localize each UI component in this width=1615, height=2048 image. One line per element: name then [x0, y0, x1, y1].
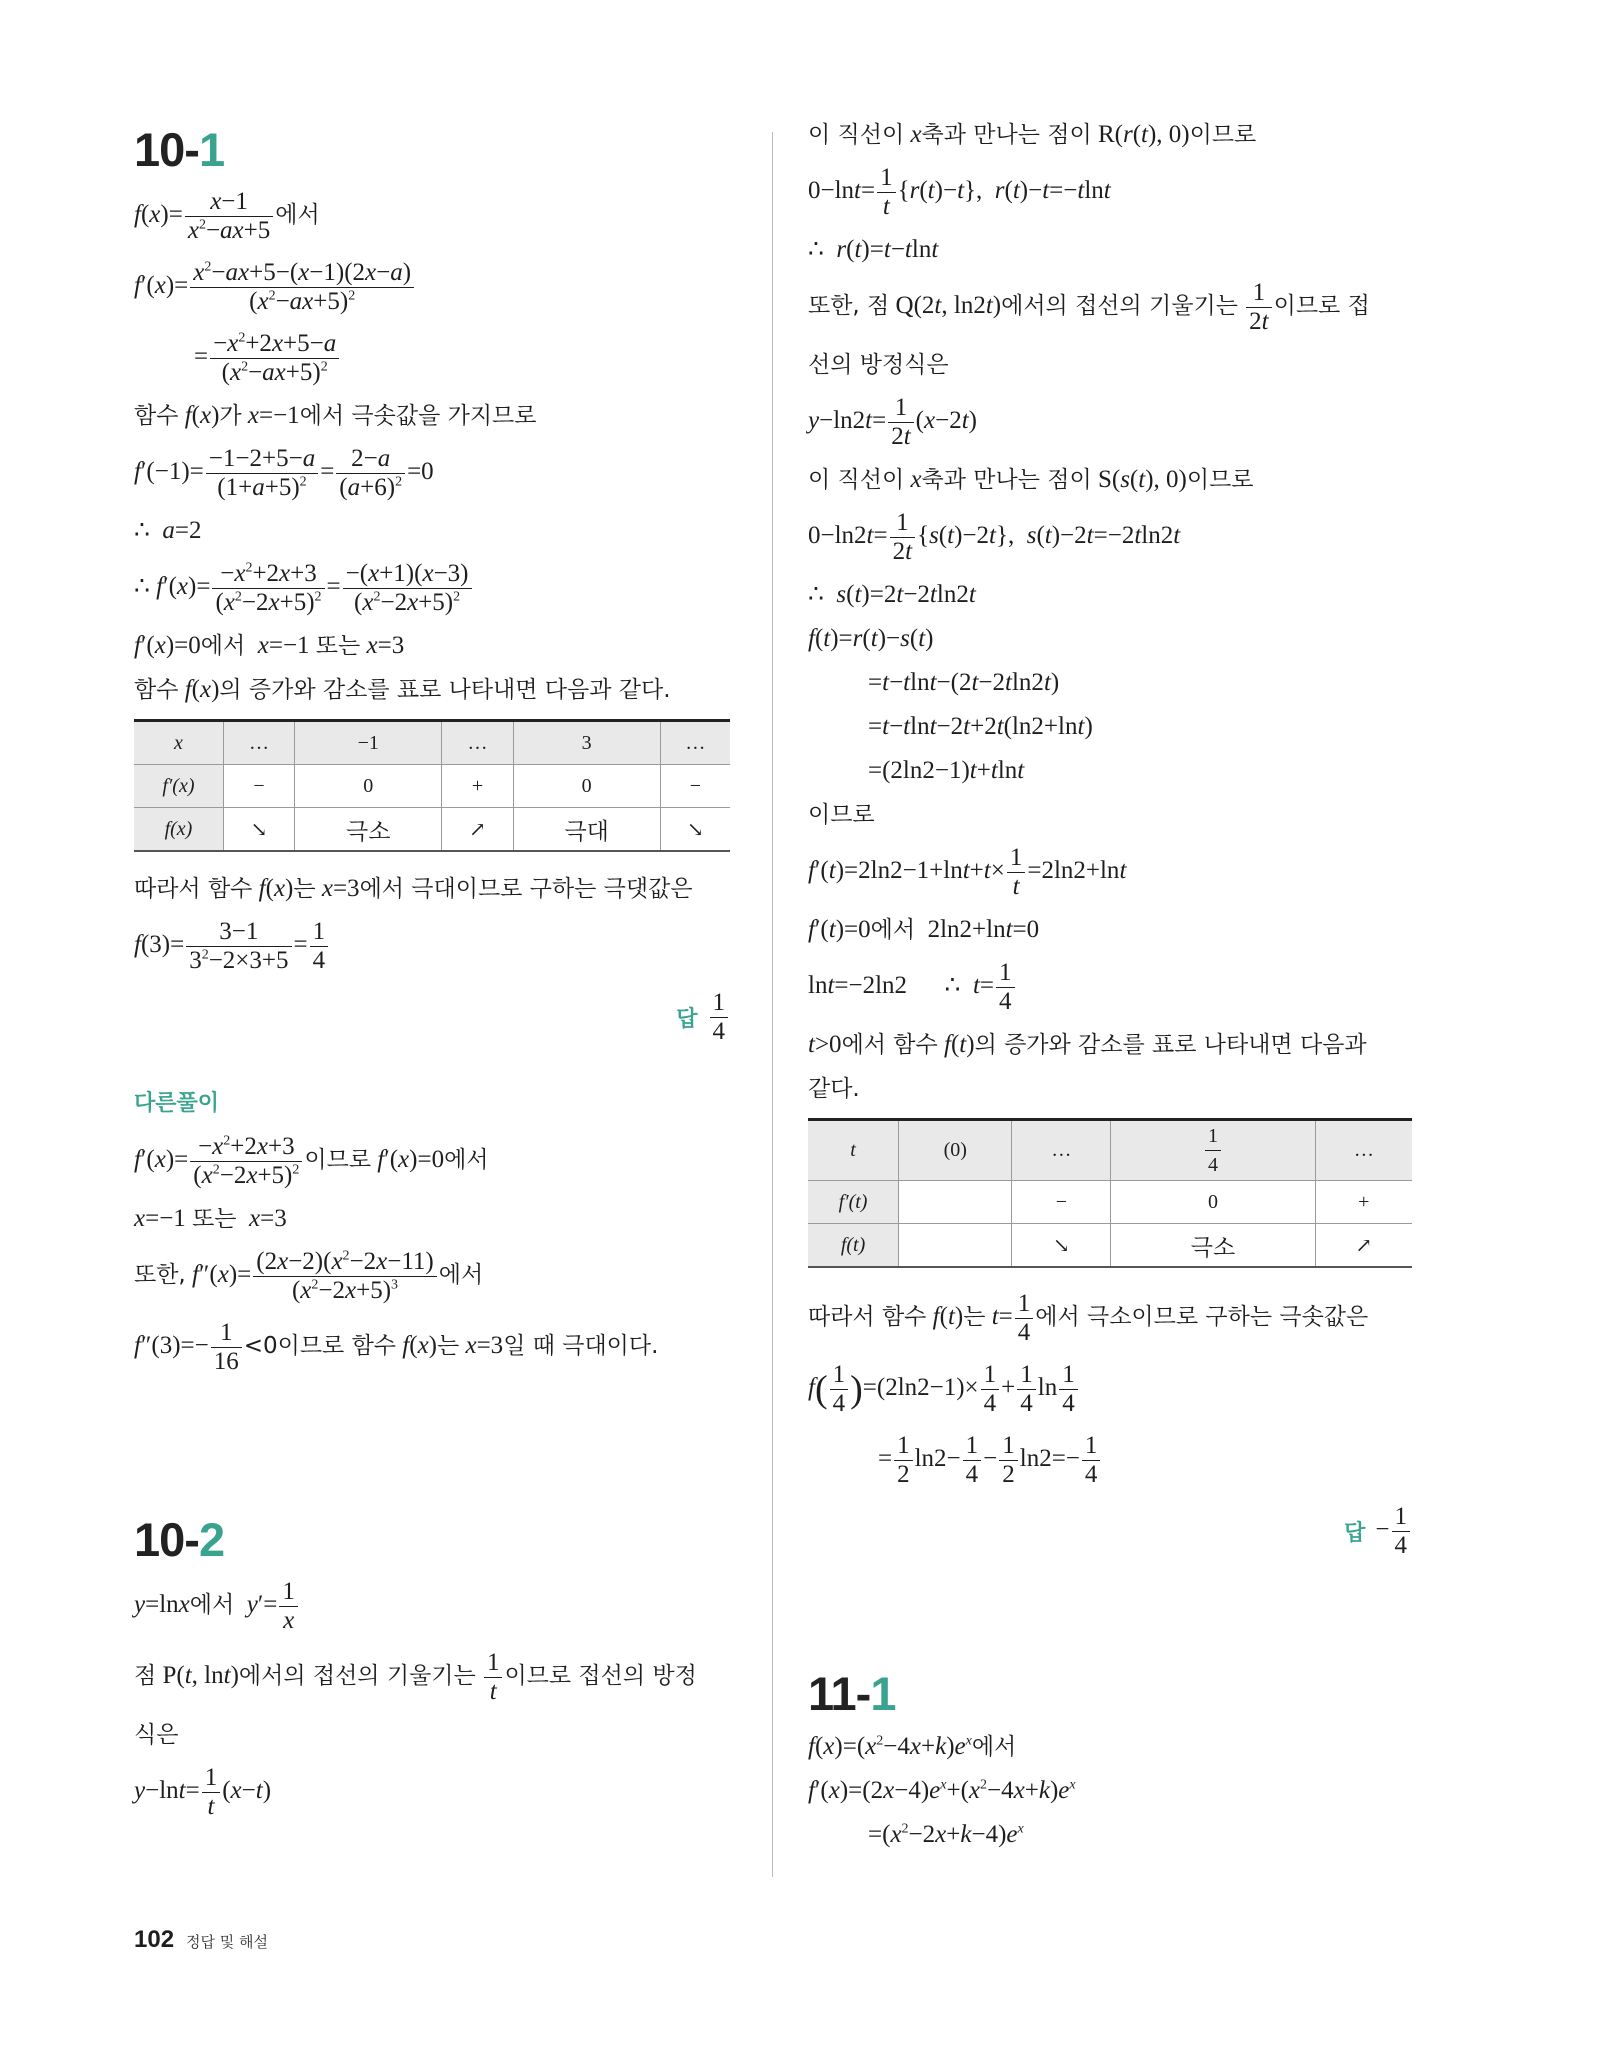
section-title-10-2 [134, 1510, 730, 1570]
equation-11-1-derivative-simplified: $=(x^2-2x+k-4)e^x$ [868, 1821, 1024, 1848]
equation-s-result: ∴ s(t)=2t−2tln2t [808, 581, 976, 608]
answer-label: 답 [1344, 1521, 1366, 1546]
alt-critical-points: x=−1 또는 x=3 [134, 1205, 287, 1232]
text-table-intro-2: t>0에서 함수 f(t)의 증가와 감소를 표로 나타내면 다음과 [808, 1031, 1367, 1058]
equation-ln-derivative: y=lnx에서 y′= $\frac{1}{x}$ [134, 1578, 730, 1635]
alt-second-derivative: 또한, f″(x)= $\frac{(2x-2)(x^2-2x-11)}{(x^2-2x+5)^3}$ 에서 [134, 1248, 484, 1304]
section-number: 10- [134, 123, 199, 176]
equation-max-value: f(3)= $\frac{3-1}{3^2-2\times 3+5}$ = $\frac{1}{4}$ [134, 918, 730, 975]
table-cell: f(t) [808, 1224, 899, 1268]
table-cell: 0 [513, 765, 660, 808]
increase-decrease-table-1 [134, 719, 730, 852]
alternative-solution-title: 다른풀이 [134, 1091, 220, 1116]
section-subnumber: 1 [870, 1667, 896, 1720]
table-cell: f′(x) [134, 765, 223, 808]
text-conclusion-2: 따라서 함수 f(t)는 t= $\frac{1}{4}$ 에서 극소이므로 구하는 극솟값은 [808, 1290, 1369, 1346]
text-tangent-slope-p: 점 P(t, lnt)에서의 접선의 기울기는 $\frac{1}{t}$ 이므로 접선의 방정 [134, 1649, 697, 1705]
answer-label: 답 [676, 1007, 698, 1032]
table-cell: 극대 [513, 808, 660, 852]
section-title-11-1 [808, 1664, 1412, 1724]
text-tangent-slope-p-cont: 식은 [134, 1722, 179, 1748]
table-cell: 3 [513, 721, 660, 765]
equation-derivative-final: ∴ f′(x)= $\frac{-x^2+2x+3}{(x^2-2x+5)^2}$ = $\frac{-(x+1)(x-3)}{(x^2-2x+5)^2}$ [134, 560, 730, 617]
equation-min-value-1: f( $\frac{1}{4}$ )=(2ln2−1)× $\frac{1}{4}$ + $\frac{1}{4}$ ln $\frac{1}{4}$ [808, 1361, 1412, 1418]
equation-critical-points: f′(x)=0에서 x=−1 또는 x=3 [134, 632, 405, 659]
equation-f-prime-minus-1: f′(−1)= $\frac{-1-2+5-a}{(1+a+5)^2}$ = $\frac{2-a}{(a+6)^2}$ =0 [134, 445, 434, 501]
table-row [808, 1120, 1412, 1181]
section-subnumber: 2 [198, 1513, 225, 1566]
table-cell: f′(t) [808, 1181, 899, 1224]
increase-decrease-table-2 [808, 1118, 1412, 1268]
section-number: 10- [134, 1513, 199, 1566]
page-number: 102 [134, 1926, 175, 1953]
equation-f-t-2: =t−tlnt−(2t−2tln2t) [868, 669, 1060, 696]
equation-r-solve: 0−lnt= $\frac{1}{t}$ {r(t)−t}, r(t)−t=−tlnt [808, 164, 1111, 220]
table-cell: + [1315, 1181, 1412, 1224]
equation-tangent-q: y−ln2t= $\frac{1}{2t}$ (x−2t) [808, 394, 977, 450]
section-subnumber: 1 [198, 123, 225, 176]
text-tangent-slope-q: 또한, 점 Q(2t, ln2t)에서의 접선의 기울기는 $\frac{1}{2t}$ 이므로 접 [808, 279, 1370, 335]
equation-f-t-critical: f′(t)=0에서 2ln2+lnt=0 [808, 916, 1040, 943]
equation-a-value: ∴ a=2 [134, 517, 202, 544]
equation-tangent-p: y−lnt= $\frac{1}{t}$ (x−t) [134, 1764, 272, 1820]
equation-min-value-2: = $\frac{1}{2}$ ln2− $\frac{1}{4}$ − $\frac{1}{2}$ ln2=− $\frac{1}{4}$ [808, 1432, 1412, 1489]
equation-r-result: ∴ r(t)=t−tlnt [808, 236, 939, 263]
table-cell: (0) [899, 1120, 1012, 1181]
table-row [134, 808, 730, 852]
answer-10-2: 답 − $\frac{1}{4}$ [808, 1503, 1412, 1560]
table-cell: $\frac{1}{4}$ [1111, 1120, 1315, 1181]
right-column [808, 120, 1412, 1864]
table-row [134, 765, 730, 808]
table-cell: + [442, 765, 513, 808]
table-cell: ↘ [223, 808, 294, 852]
table-cell: − [660, 765, 730, 808]
table-cell: x [134, 721, 223, 765]
table-cell: − [223, 765, 294, 808]
text-table-intro: 함수 f(x)의 증가와 감소를 표로 나타내면 다음과 같다. [134, 676, 671, 703]
section-number: 11- [808, 1667, 871, 1720]
table-cell: ↗ [1315, 1224, 1412, 1268]
answer-10-1: 답 $\frac{1}{4}$ [134, 989, 730, 1046]
footer-label: 정답 및 해설 [186, 1933, 269, 1951]
table-row [808, 1224, 1412, 1268]
equation-f-t-3: =t−tlnt−2t+2t(ln2+lnt) [868, 713, 1093, 740]
table-cell [899, 1181, 1012, 1224]
equation-derivative-simplified: = $\frac{-x^2+2x+5-a}{(x^2-ax+5)^2}$ [134, 330, 730, 387]
equation-f-definition: f(x)= $\frac{x-1}{x^2-ax+5}$ 에서 [134, 188, 320, 244]
table-cell: … [223, 721, 294, 765]
equation-11-1-derivative: $f'(x)=(2x-4)e^x+(x^2-4x+k)e^x$ [808, 1777, 1076, 1804]
column-divider [772, 132, 773, 1877]
table-cell: … [1012, 1120, 1111, 1181]
table-cell: … [1315, 1120, 1412, 1181]
table-cell: … [442, 721, 513, 765]
text-point-s: 이 직선이 x축과 만나는 점이 S(s(t), 0)이므로 [808, 466, 1254, 493]
equation-f-t-1: f(t)=r(t)−s(t) [808, 625, 934, 652]
alt-equation-derivative: f′(x)= $\frac{-x^2+2x+3}{(x^2-2x+5)^2}$ 이므로 f′(x)=0에서 [134, 1133, 489, 1189]
table-cell: t [808, 1120, 899, 1181]
equation-f-t-derivative: f′(t)=2ln2−1+lnt+t× $\frac{1}{t}$ =2ln2+lnt [808, 844, 1127, 900]
table-cell: f(x) [134, 808, 223, 852]
equation-s-solve: 0−ln2t= $\frac{1}{2t}$ {s(t)−2t}, s(t)−2t=−2tln2t [808, 509, 1181, 565]
table-cell: 0 [295, 765, 442, 808]
equation-11-1-f: $f(x)=(x^2-4x+k)e^x$에서 [808, 1733, 1017, 1760]
table-row [134, 721, 730, 765]
text-point-r: 이 직선이 x축과 만나는 점이 R(r(t), 0)이므로 [808, 121, 1257, 148]
left-column [134, 120, 730, 1835]
text-table-intro-2-cont: 같다. [808, 1076, 860, 1102]
table-cell: − [1012, 1181, 1111, 1224]
table-cell: ↘ [1012, 1224, 1111, 1268]
text-conclusion: 따라서 함수 f(x)는 x=3에서 극대이므로 구하는 극댓값은 [134, 875, 693, 902]
equation-f-t-4: =(2ln2−1)t+tlnt [868, 757, 1025, 784]
table-row [808, 1181, 1412, 1224]
table-cell: 0 [1111, 1181, 1315, 1224]
text-condition: 함수 f(x)가 x=−1에서 극솟값을 가지므로 [134, 402, 537, 429]
text-tangent-slope-q-cont: 선의 방정식은 [808, 352, 949, 378]
table-cell: 극소 [295, 808, 442, 852]
table-cell [899, 1224, 1012, 1268]
page-footer [134, 1926, 268, 1954]
equation-derivative: f′(x)= $\frac{x^2-ax+5-(x-1)(2x-a)}{(x^2-ax+5)^2}$ [134, 259, 730, 316]
text-imeuro: 이므로 [808, 802, 875, 828]
table-cell: −1 [295, 721, 442, 765]
table-cell: … [660, 721, 730, 765]
table-cell: ↘ [660, 808, 730, 852]
table-cell: 극소 [1111, 1224, 1315, 1268]
alt-conclusion: f″(3)=− $\frac{1}{16}$ <0이므로 함수 f(x)는 x=3일 때 극대이다. [134, 1319, 659, 1375]
equation-t-value: lnt=−2ln2 ∴ t= $\frac{1}{4}$ [808, 959, 1412, 1016]
section-title-10-1 [134, 120, 730, 180]
table-cell: ↗ [442, 808, 513, 852]
